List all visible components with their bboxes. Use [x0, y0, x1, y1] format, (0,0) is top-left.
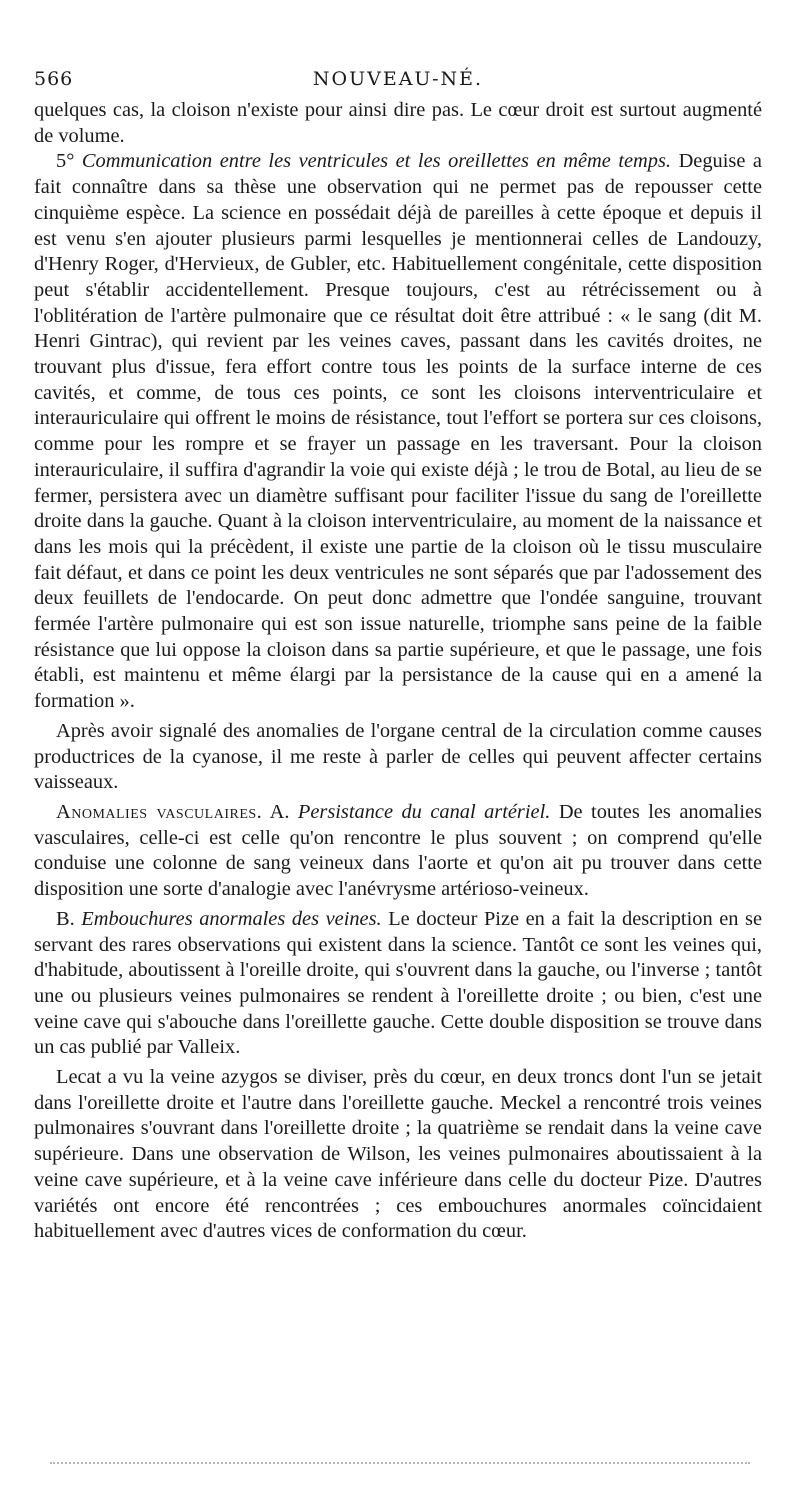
paragraph-lead: 5° — [56, 150, 82, 173]
running-head — [34, 64, 762, 98]
paragraph-continued — [34, 98, 762, 149]
paragraph-text: quelques cas, la cloison n'existe pour ainsi dire pas. Le cœur droit est surtout augmenté de volume. — [34, 99, 762, 147]
paragraph-canal-arteriel — [34, 800, 762, 903]
body-text — [34, 98, 762, 1245]
paragraph-italic-heading: Communication entre les ventricules et les oreillettes en même temps. — [81, 150, 672, 173]
paragraph-text: Deguise a fait connaître dans sa thèse une observation qui ne permet pas de repousser cette cinquième espèce. La science en possédait déjà de pareilles à cette époque et depuis il est venu s'en ajouter plusieurs parmi lesquelles je mentionnerai celles de Landouzy, d'Henry Roger, d'Hervieux, de Gubler, etc. Habituellement congénitale, cette disposition peut s'établir accidentellement. Presque toujours, c'est au rétrécissement ou à l'oblitération de l'artère pulmonaire que ce résultat doit être attribué : « le sang (dit M. Henri Gintrac), qui revient par les veines caves, passant dans les cavités droites, ne trouvant plus d'issue, fera effort contre tous les points de la surface interne de ces cavités, et comme, de tous ces points, ce sont les cloisons interventriculaire et interauriculaire qui offrent le moins de résistance, tout l'effort se portera sur ces cloisons, comme pour les rompre et se frayer un passage en les traversant. Pour la cloison interauriculaire, il suffira d'agrandir la voie qui existe déjà ; le trou de Botal, au lieu de se fermer, persistera avec un diamètre suffisant pour faciliter l'issue du sang de l'oreillette droite dans la gauche. Quant à la cloison interventriculaire, au moment de la naissance et dans les mois qui la précèdent, il existe une partie de la cloison où le tissu musculaire fait défaut, et dans ce point les deux ventricules ne sont séparés que par l'adossement des deux feuillets de l'endocarde. On peut donc admettre que l'ondée sanguine, trouvant fermée l'artère pulmonaire qui est son issue naturelle, triomphe sans peine de la faible résistance que lui oppose la cloison dans sa partie supérieure, et que le passage, une fois établi, est maintenu et même élargi par la persistance de la cause qui en a amené la formation ». — [34, 150, 762, 713]
paragraph-text: Après avoir signalé des anomalies de l'organe central de la circulation comme causes productrices de la cyanose, il me reste à parler de celles qui peuvent affecter certains vaisseaux. — [34, 719, 762, 794]
running-title: NOUVEAU-NÉ. — [312, 68, 484, 90]
footer-rule — [50, 1462, 750, 1464]
paragraph-vessels-intro — [34, 719, 762, 796]
paragraph-lead: A. — [262, 800, 298, 823]
paragraph-communication — [34, 149, 762, 714]
paragraph-text: De toutes les anomalies vasculaires, celle-ci est celle qu'on rencontre le plus souvent ; on comprend qu'elle conduise une colonne de sang veineux dans l'aorte et qu'on ait pu trouver dans cette disposition une sorte d'analogie avec l'anévrysme artérioso-veineux. — [34, 800, 762, 901]
paragraph-embouchures — [34, 907, 762, 1061]
paragraph-text: Le docteur Pize en a fait la description en se servant des rares observations qui existent dans la science. Tantôt ce sont les veines qui, d'habitude, aboutissent à l'oreille droite, qui s'ouvrent dans la gauche, ou l'inverse ; tantôt une ou plusieurs veines pulmonaires se rendent à l'oreillette droite ; ou bien, c'est une veine cave qui s'abouche dans l'oreillette gauche. Cette double disposition se trouve dans un cas publié par Valleix. — [34, 907, 763, 1059]
page — [34, 64, 762, 1245]
paragraph-lead: B. — [56, 907, 82, 930]
section-heading: Anomalies vasculaires. — [56, 800, 263, 823]
paragraph-text: Lecat a vu la veine azygos se diviser, près du cœur, en deux troncs dont l'un se jetait dans l'oreillette droite et l'autre dans l'oreillette gauche. Meckel a rencontré trois veines pulmonaires s'ouvrant dans l'oreillette droite ; la quatrième se rendait dans la veine cave supérieure. Dans une observation de Wilson, les veines pulmonaires aboutissaient à la veine cave supérieure, et à la veine cave inférieure dans celle du docteur Pize. D'autres variétés ont encore été rencontrées ; ces embouchures anormales coïncidaient habituellement avec d'autres vices de conformation du cœur. — [34, 1066, 762, 1243]
paragraph-italic-heading: Embouchures anormales des veines. — [81, 907, 382, 930]
paragraph-italic-heading: Persistance du canal artériel. — [297, 800, 551, 823]
page-number: 566 — [34, 68, 74, 90]
paragraph-lecat — [34, 1065, 762, 1245]
